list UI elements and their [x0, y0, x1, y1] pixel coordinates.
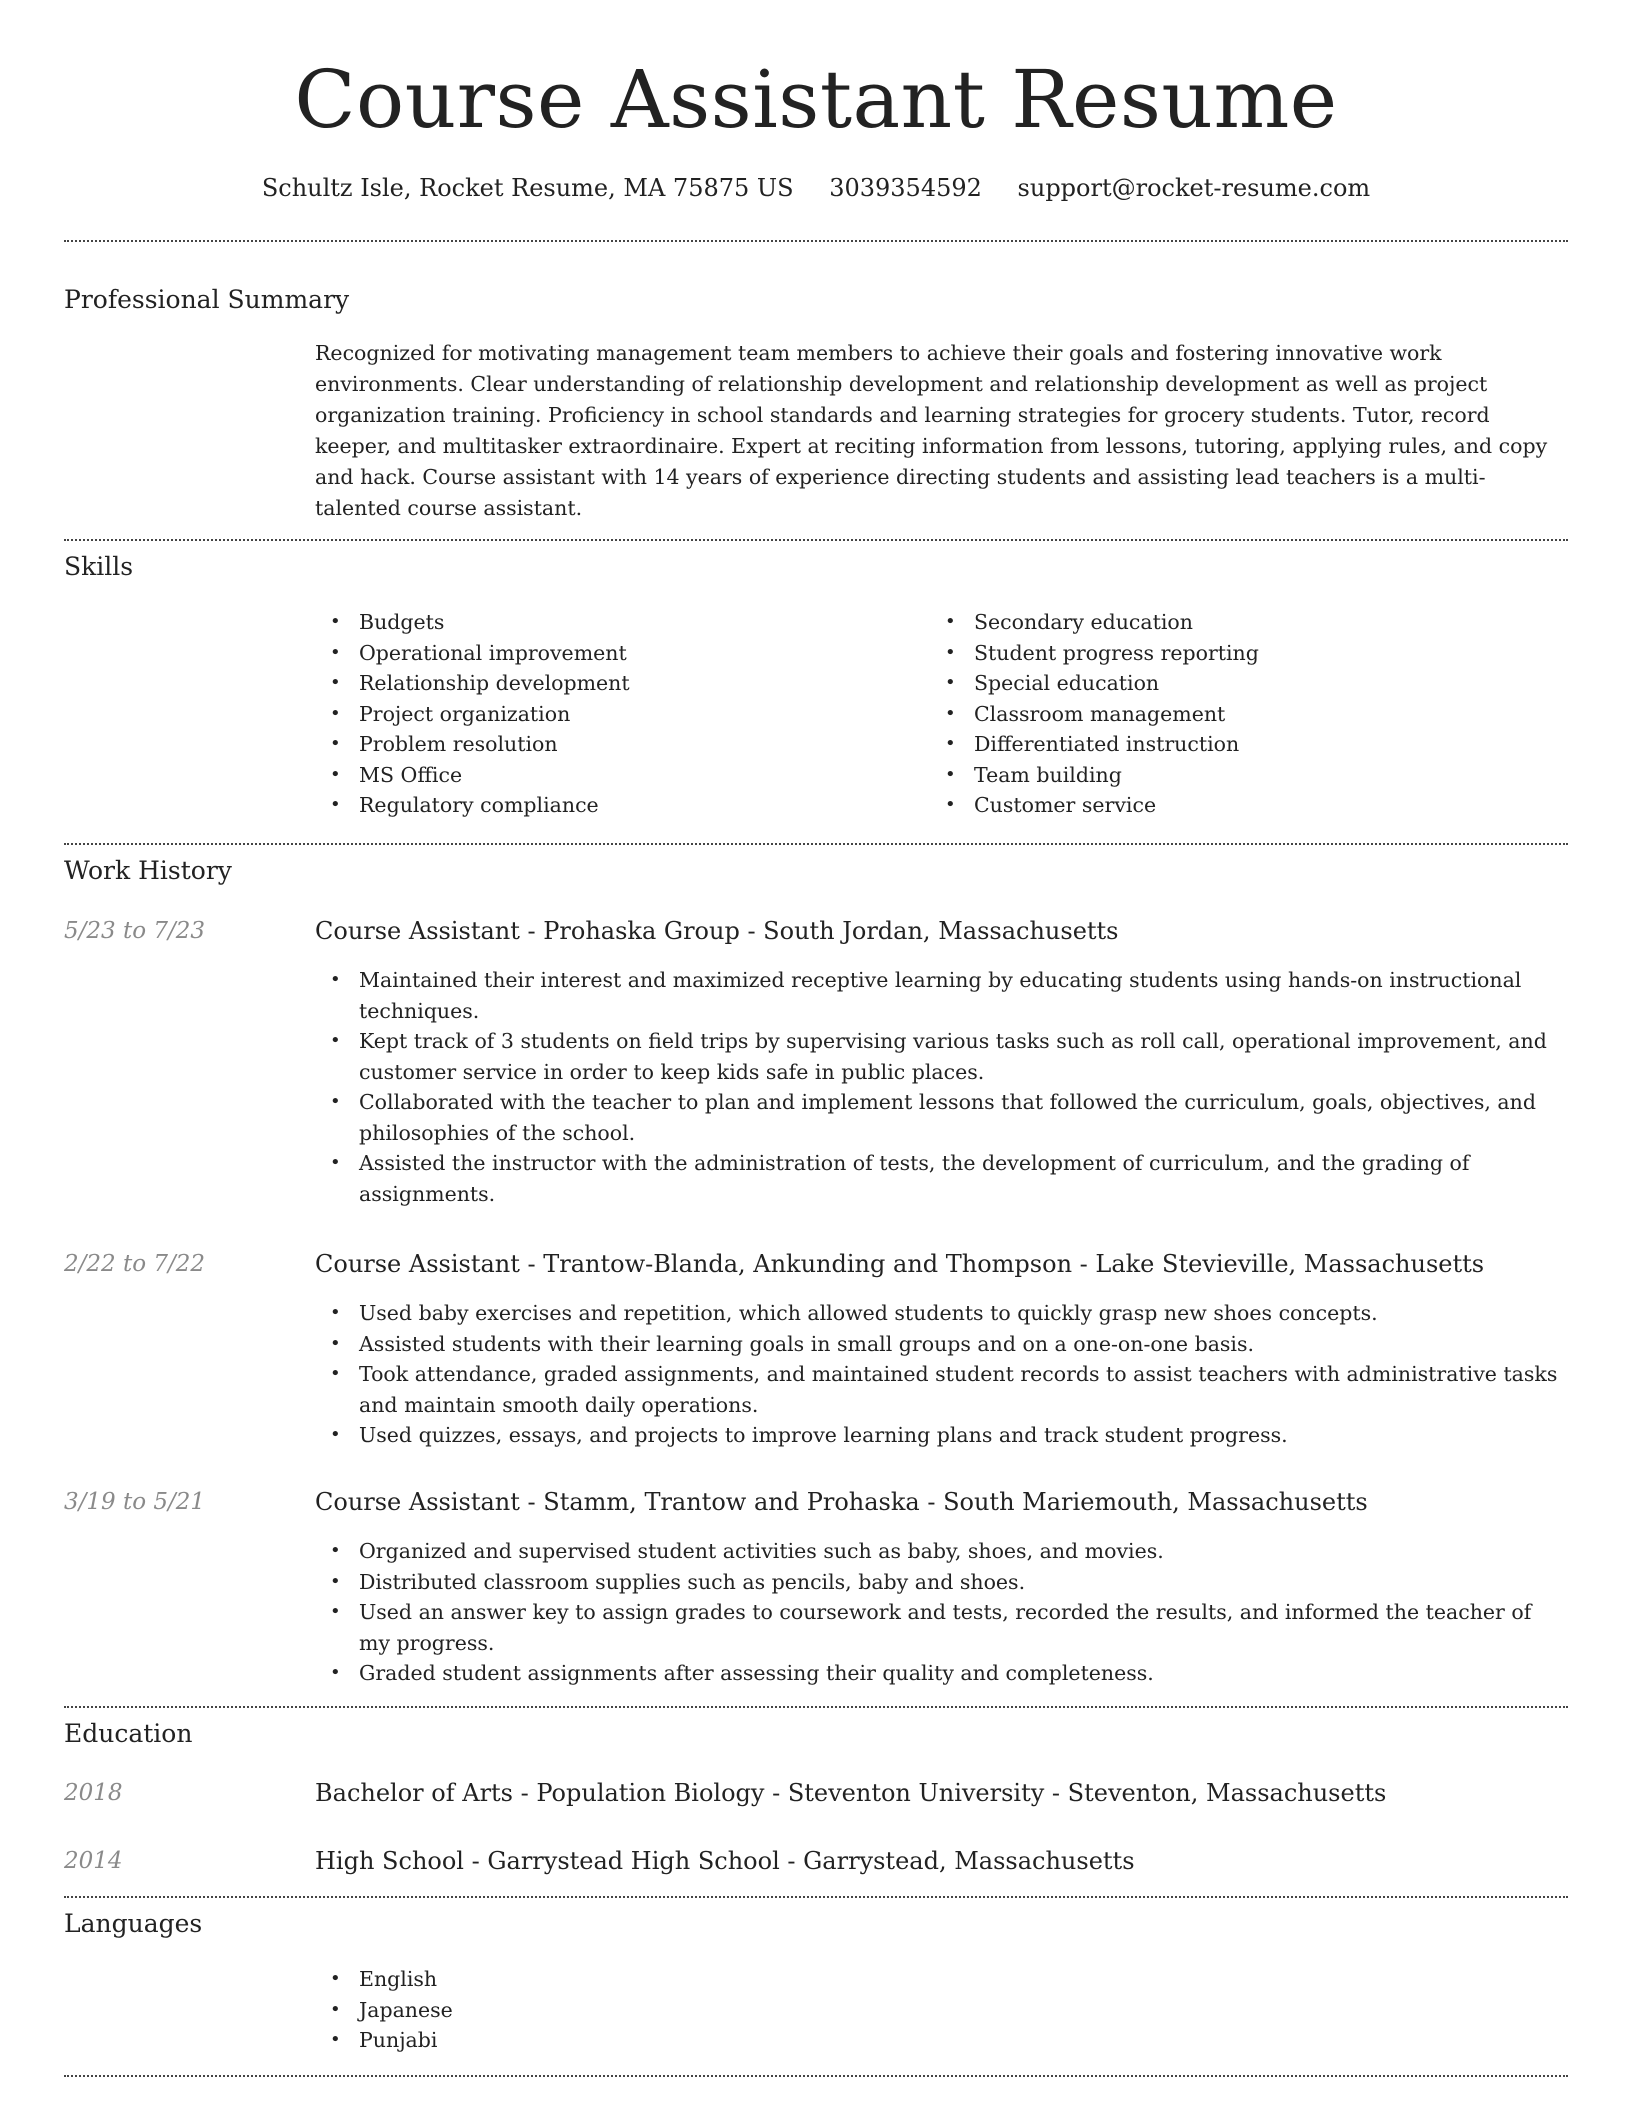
- resume-page: [64, 0, 1568, 2112]
- resume-title: Course Assistant Resume: [294, 53, 1338, 146]
- skills-list-left: [315, 607, 915, 821]
- section-heading-work: Work History: [64, 856, 232, 885]
- job-bullets: [315, 1536, 1568, 1689]
- list-item: • Relationship development: [315, 668, 915, 699]
- section-heading-summary: Professional Summary: [64, 285, 350, 314]
- education-degree: High School - Garrystead High School - Garrystead, Massachusetts: [315, 1847, 1135, 1875]
- list-item: • Distributed classroom supplies such as pencils, baby and shoes.: [315, 1567, 1568, 1598]
- list-item: • Assisted students with their learning goals in small groups and on a one-on-one basis.: [315, 1329, 1568, 1360]
- list-item: • Used quizzes, essays, and projects to improve learning plans and track student progress.: [315, 1420, 1568, 1451]
- list-item: • Used baby exercises and repetition, which allowed students to quickly grasp new shoes concepts.: [315, 1298, 1568, 1329]
- education-year: 2014: [64, 1848, 123, 1874]
- section-heading-languages: Languages: [64, 1909, 203, 1938]
- job-title: Course Assistant - Prohaska Group - South Jordan, Massachusetts: [315, 917, 1119, 945]
- job-dates: 2/22 to 7/22: [64, 1251, 206, 1277]
- summary-text: Recognized for motivating management team members to achieve their goals and fostering innovative work environments. Clear understanding of relationship development and relationship development as well as project organization training. Proficiency in school standards and learning strategies for grocery students. Tutor, record keeper, and multitasker extraordinaire. Expert at reciting information from lessons, tutoring, applying rules, and copy and hack. Course assistant with 14 years of experience directing students and assisting lead teachers is a multi-talented course assistant.: [315, 341, 1548, 520]
- contact-phone: 3039354592: [829, 174, 982, 202]
- job-dates: 3/19 to 5/21: [64, 1489, 206, 1515]
- skills-list-right: [930, 607, 1530, 821]
- contact-address: Schultz Isle, Rocket Resume, MA 75875 US: [261, 174, 794, 202]
- divider: [64, 240, 1568, 242]
- contact-line: [64, 172, 1568, 204]
- list-item: • Assisted the instructor with the administration of tests, the development of curriculum, and the grading of assignments.: [315, 1148, 1568, 1209]
- contact-email: support@rocket-resume.com: [1017, 174, 1371, 202]
- divider: [64, 1896, 1568, 1898]
- list-item: • Graded student assignments after assessing their quality and completeness.: [315, 1658, 1568, 1689]
- divider: [64, 539, 1568, 541]
- list-item: • Special education: [930, 668, 1530, 699]
- list-item: • Took attendance, graded assignments, and maintained student records to assist teachers with administrative tasks and maintain smooth daily operations.: [315, 1359, 1568, 1420]
- list-item: • Used an answer key to assign grades to coursework and tests, recorded the results, and informed the teacher of my progress.: [315, 1597, 1568, 1658]
- job-title: Course Assistant - Trantow-Blanda, Ankunding and Thompson - Lake Stevieville, Massachusetts: [315, 1250, 1485, 1278]
- list-item: • Organized and supervised student activities such as baby, shoes, and movies.: [315, 1536, 1568, 1567]
- divider: [64, 1706, 1568, 1708]
- languages-list: [315, 1964, 915, 2056]
- divider: [64, 843, 1568, 845]
- divider: [64, 2075, 1568, 2077]
- list-item: • Customer service: [930, 790, 1530, 821]
- list-item: • English: [315, 1964, 915, 1995]
- list-item: • Regulatory compliance: [315, 790, 915, 821]
- list-item: • Team building: [930, 760, 1530, 791]
- list-item: • Kept track of 3 students on field trips by supervising various tasks such as roll call, operational improvement, and customer service in order to keep kids safe in public places.: [315, 1026, 1568, 1087]
- list-item: • MS Office: [315, 760, 915, 791]
- list-item: • Problem resolution: [315, 729, 915, 760]
- list-item: • Budgets: [315, 607, 915, 638]
- list-item: • Maintained their interest and maximized receptive learning by educating students using hands-on instructional techniques.: [315, 965, 1568, 1026]
- job-dates: 5/23 to 7/23: [64, 918, 206, 944]
- job-bullets: [315, 1298, 1568, 1451]
- list-item: • Project organization: [315, 699, 915, 730]
- list-item: • Collaborated with the teacher to plan and implement lessons that followed the curriculum, goals, objectives, and philosophies of the school.: [315, 1087, 1568, 1148]
- list-item: • Secondary education: [930, 607, 1530, 638]
- list-item: • Punjabi: [315, 2025, 915, 2056]
- list-item: • Differentiated instruction: [930, 729, 1530, 760]
- section-heading-education: Education: [64, 1719, 193, 1748]
- education-degree: Bachelor of Arts - Population Biology - Steventon University - Steventon, Massachusetts: [315, 1779, 1387, 1807]
- education-year: 2018: [64, 1780, 123, 1806]
- job-title: Course Assistant - Stamm, Trantow and Prohaska - South Mariemouth, Massachusetts: [315, 1488, 1368, 1516]
- list-item: • Student progress reporting: [930, 638, 1530, 669]
- list-item: • Japanese: [315, 1995, 915, 2026]
- job-bullets: [315, 965, 1568, 1209]
- list-item: • Classroom management: [930, 699, 1530, 730]
- list-item: • Operational improvement: [315, 638, 915, 669]
- section-heading-skills: Skills: [64, 552, 134, 581]
